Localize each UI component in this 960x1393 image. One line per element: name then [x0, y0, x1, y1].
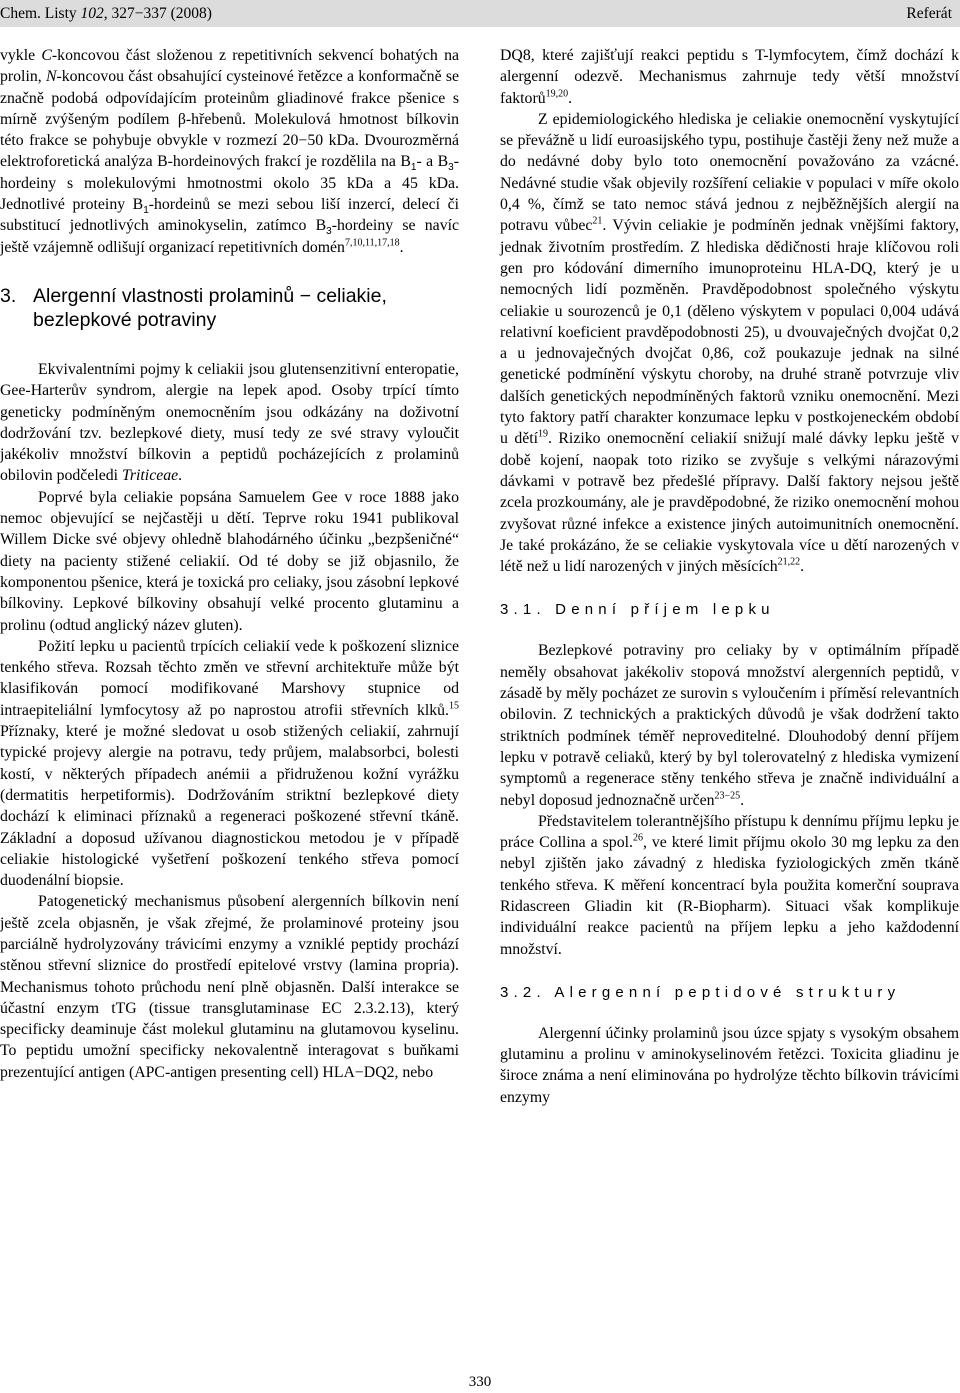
- paragraph: [500, 640, 959, 810]
- page-number: 330: [468, 1374, 492, 1390]
- text-run: .: [399, 238, 404, 256]
- section-label: Referát: [906, 5, 952, 22]
- text-run: N: [45, 68, 57, 86]
- paragraph: [0, 45, 459, 258]
- paragraph: Poprvé byla celiakie popsána Samuelem Gee v roce 1888 jako nemoc objevující se nejčastěji u dětí. Teprve roku 1941 publikoval Willem Dicke své objevy ohledně blahodárného účinku „bezpšeničné“ diety na pacienty stižené celiakií. Od té doby se již objasnilo, že komponentou pšenice, která je toxická pro celiaky, jsou zásobní lepkové bílkoviny. Lepkové bílkoviny obsahují velké procento glutaminu a prolinu (odtud anglický název gluten).: [0, 488, 459, 634]
- section-number: 3.: [0, 284, 17, 307]
- citation: 19,20: [545, 88, 569, 100]
- text-run: 3: [326, 226, 332, 238]
- paragraph: Alergenní účinky prolaminů jsou úzce spjaty s vysokým obsahem glutaminu a prolinu v aminokyselinovém řetězci. Toxicita gliadinu je široce známa a není eliminována po hydrolýze těchto bílkovin trávicími enzymy: [500, 1024, 959, 1106]
- text-run: Bezlepkové potraviny pro celiaky by v optimálním případě neměly obsahovat jakékoliv stopová množství alergenních peptidů, v zásadě by měly pocházet ze surovin s vyloučením i příměsí relevantních obilovin. Z technických a praktických důvodů je však dodržení takto striktních podmínek téměř neproveditelné. Dlouhodobý denní příjem lepku v potravě celiaků, který by byl tolerovatelný z hlediska vymizení symptomů a regenerace stěny tenkého střeva je značně individuální a nebyl doposud jednoznačně určen: [500, 642, 959, 809]
- citation: 19: [538, 429, 549, 441]
- journal-citation: [0, 0, 212, 27]
- paragraph: [0, 636, 459, 892]
- left-column: [0, 45, 459, 1083]
- text-run: .: [740, 791, 745, 809]
- text-run: .: [800, 558, 805, 576]
- right-column: [500, 45, 959, 1108]
- text-run: .: [568, 89, 573, 107]
- text-run: , 327−337 (2008): [103, 5, 212, 22]
- citation: 7,10,11,17,18: [344, 237, 400, 249]
- paragraph: [500, 109, 959, 578]
- text-run: Požití lepku u pacientů trpících celiakií vede k poškození sliznice tenkého střeva. Rozsah těchto změn ve střevní architektuře může být klasifikován pomocí modifikované Marshovy stupnice od intraepiteliální lymfocytosy až po naprostou atrofii střevních klků.: [0, 637, 459, 719]
- text-run: . Vývin celiakie je podmíněn jednak vnějšími faktory, jednak životním prostředím. Z hlediska dědičnosti hraje klíčovou roli gen pro kódování dimerního imunoproteinu HLA-DQ, který je u nemocných lidí pozměněn. Pravděpodobnost společného výskytu celiakie u sourozenců je 0,1 (děleno výskytem v populaci 0,004 udává relativní koeficient pravděpodobnosti 25), u dvouvaječných dvojčat 0,2 a u jednovaječných dvojčat 0,86, což poukazuje jednak na silné genetické podmínění výskytu choroby, na druhé straně potvrzuje vliv dalších genetických nepodmíněných faktorů vzniku onemocnění. Mezi tyto faktory patří charakter konzumace lepku v postkojeneckém období u dětí: [500, 217, 959, 448]
- paragraph: Patogenetický mechanismus působení alergenních bílkovin není ještě zcela objasněn, je však zřejmé, že prolaminové proteiny jsou parciálně hydrolyzovány trávicími enzymy a vzniklé peptidy prochází stěnou střevní sliznice do prostředí epitelové vrstvy (lamina propria). Mechanismus tohoto průchodu není plně objasněn. Další interakce se účastní enzym tTG (tissue transglutaminase EC 2.3.2.13), který specificky deaminuje část molekul glutaminu na glutamovou kyselinu. To peptidu umožní specificky nekovalentně interagovat s buňkami prezentující antigen (APC-antigen presenting cell) HLA−DQ2, nebo: [0, 893, 459, 1081]
- text-run: Ekvivalentními pojmy k celiakii jsou glutensenzitivní enteropatie, Gee-Harterův syndrom, alergie na lepek apod. Osoby trpící tímto geneticky podmíněným onemocněním jsou odkázány na doživotní dodržování tzv. bezlepkové diety, musí tedy ze své stravy vyloučit jakékoliv množství bílkovin a peptidů pocházejících z prolaminů obilovin podčeledi: [0, 360, 459, 485]
- text-run: DQ8, které zajišťují reakci peptidu s T-lymfocytem, čímž dochází k alergenní odezvě. Mechanismus zahrnuje tedy větší množství faktorů: [500, 47, 959, 107]
- citation: 23−25: [714, 790, 741, 802]
- text-run: - a B: [416, 153, 449, 171]
- subsection-heading: 3.1. Denní příjem lepku: [500, 601, 775, 619]
- text-run: Příznaky, které je možné sledovat u osob stižených celiakií, zahrnují typické projevy alergie na potravu, tedy průjem, malabsorbci, bolesti kostí, v některých případech anémii a přidruženou kožní vyrážku (dermatitis herpetiformis). Dodržováním striktní bezlepkové diety dochází k eliminaci příznaků a regeneraci poškozené střevní tkáně. Základní a doposud užívanou diagnostickou metodou je v případě celiakie histologické vyšetření poškození tenkého střeva pomocí duodenální biopsie.: [0, 723, 459, 890]
- section-title: Alergenní vlastnosti prolaminů − celiakie, bezlepkové potraviny: [33, 284, 387, 331]
- text-run: -hordeiny se navíc ještě vzájemně odlišují organizací repetitivních domén: [0, 217, 459, 256]
- section-heading: [0, 284, 459, 332]
- text-run: -hordeiny s molekulovými hmotnostmi okolo 35 kDa a 45 kDa. Jednotlivé proteiny B: [0, 153, 459, 214]
- citation: 21: [592, 216, 603, 228]
- text-run: 1: [143, 205, 149, 217]
- text-run: vykle: [0, 47, 42, 64]
- text-run: -hordeinů se mezi sebou liší inzercí, delecí či substitucí jednotlivých aminokyselin, zatímco B: [0, 196, 459, 235]
- text-run: , ve které limit příjmu okolo 30 mg lepku za den nebyl zjištěn jako závadný z hlediska fyziologických změn tkáně tenkého střeva. K měření koncentrací byla použita komerční souprava Ridascreen Gliadin kit (R-Biopharm). Situaci však komplikuje individuální reakce pacientů na příjem lepku a jeho každodenní množství.: [500, 834, 959, 958]
- running-header: [0, 0, 960, 27]
- text-run: -koncovou část obsahující cysteinové řetězce a konformačně se značně podobá odpovídajícím proteinům gliadinové frakce pšenice s mírně zvýšeným podílem β-hřebenů. Molekulová hmotnost bílkovin této frakce se pohybuje obvykle v rozmezí 20−50 kDa. Dvourozměrná elektroforetická analýza B-hordeinových frakcí je rozdělila na B: [0, 68, 459, 171]
- text-run: Z epidemiologického hlediska je celiakie onemocnění vyskytující se převážně u lidí euroasijského typu, postihuje častěji ženy než muže a do nedávné doby bylo toto onemocnění považováno za vzácné. Nedávné studie však objevily rozšíření celiakie v populaci v míře okolo 0,4 %, čímž se tato nemoc stává jednou z nejběžnějších alergií na potravu vůbec: [500, 110, 959, 235]
- text-run: Triticeae: [121, 467, 179, 485]
- text-run: Chem. Listy: [0, 5, 81, 22]
- subsection-heading: 3.2. Alergenní peptidové struktury: [500, 983, 901, 1001]
- text-run: -koncovou část složenou z repetitivních sekvencí bohatých na prolin,: [0, 47, 460, 86]
- paragraph: [500, 45, 959, 109]
- text-run: 3: [448, 162, 454, 174]
- paragraph: [500, 811, 959, 960]
- volume-number: 102: [80, 5, 104, 22]
- text-run: .: [178, 467, 183, 485]
- paragraph: [0, 359, 459, 487]
- text-run: 1: [410, 162, 417, 174]
- text-run: C: [41, 47, 52, 64]
- citation: 26: [632, 832, 643, 844]
- text-run: Představitelem tolerantnějšího přístupu k dennímu příjmu lepku je práce Collina a spol.: [500, 812, 959, 852]
- citation: 21,22: [777, 556, 801, 568]
- citation: 15: [449, 700, 459, 712]
- text-run: . Riziko onemocnění celiakií snižují malé dávky lepku ještě v době kojení, naopak toto riziko se zvyšuje s velkými nárazovými dávkami v potravě bez předešlé přípravy. Další faktory nejsou ještě zcela prozkoumány, ale je pravděpodobné, že riziko onemocnění mohou zvyšovat různé infekce a existence jiných autoimunitních onemocnění. Je také prokázáno, že se celiakie vyskytovala více u dětí narozených v létě než u lidí narozených v jiných měsících: [500, 430, 959, 576]
